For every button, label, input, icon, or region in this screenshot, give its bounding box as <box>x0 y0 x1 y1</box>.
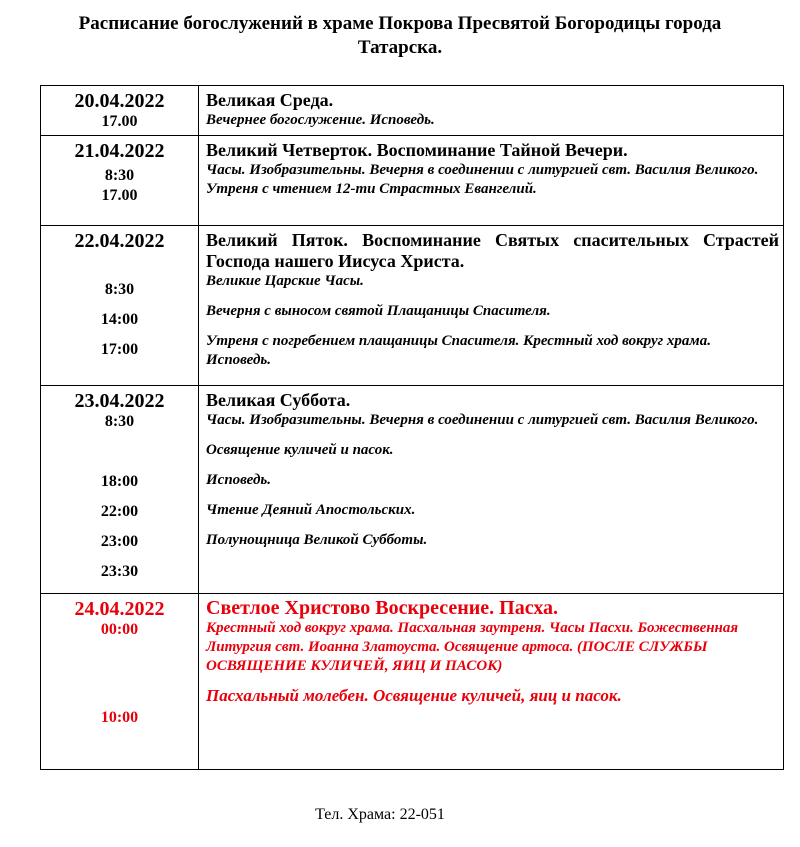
time: 23:00 <box>100 533 139 550</box>
table-row-easter <box>41 594 784 770</box>
description-cell <box>199 86 784 136</box>
time: 00:00 <box>100 621 139 638</box>
date: 23.04.2022 <box>74 390 165 412</box>
time: 8:30 <box>104 281 135 298</box>
phone-footer: Тел. Храма: 22-051 <box>315 806 445 823</box>
schedule-table <box>40 85 784 770</box>
service: Часы. Изобразительны. Вечерня в соединении с литургией свт. Василия Великого. <box>206 412 759 428</box>
service: Утреня с погребением плащаницы Спасителя. Крестный ход вокруг храма. Исповедь. <box>206 333 711 368</box>
time: 8:30 <box>104 413 135 430</box>
description-cell <box>199 386 784 594</box>
time: 17.00 <box>101 113 138 130</box>
time: 22:00 <box>100 503 139 520</box>
date: 21.04.2022 <box>74 140 165 162</box>
day-heading: Великая Среда. <box>206 90 334 110</box>
time: 10:00 <box>100 709 139 726</box>
day-heading: Светлое Христово Воскресение. Пасха. <box>206 597 559 619</box>
time: 23:30 <box>100 563 139 580</box>
date: 22.04.2022 <box>74 230 165 252</box>
date-cell <box>41 226 199 386</box>
date-cell <box>41 386 199 594</box>
day-heading: Великая Суббота. <box>206 390 351 410</box>
day-heading: Великий Четверток. Воспоминание Тайной Вечери. <box>206 140 628 160</box>
time: 18:00 <box>100 473 139 490</box>
time: 14:00 <box>100 311 139 328</box>
day-heading: Великий Пяток. Воспоминание Святых спасительных Страстей Господа нашего Иисуса Христа. <box>206 230 779 271</box>
title-line-1: Расписание богослужений в храме Покрова Пресвятой Богородицы города <box>78 13 722 34</box>
page-title <box>0 12 800 60</box>
date-cell <box>41 86 199 136</box>
service: Часы. Изобразительны. Вечерня в соединении с литургией свт. Василия Великого. <box>206 162 759 178</box>
service: Вечерня с выносом святой Плащаницы Спасителя. <box>206 303 551 319</box>
service: Чтение Деяний Апостольских. <box>206 502 416 518</box>
service: Освящение куличей и пасок. <box>206 442 394 458</box>
date-cell <box>41 594 199 770</box>
time: 17.00 <box>101 187 138 204</box>
table-row <box>41 226 784 386</box>
date: 20.04.2022 <box>74 90 165 112</box>
service: Великие Царские Часы. <box>206 273 364 289</box>
service: Утреня с чтением 12-ти Страстных Евангелий. <box>206 181 537 197</box>
service: Вечернее богослужение. Исповедь. <box>206 112 435 128</box>
time: 8:30 <box>104 167 135 184</box>
table-row <box>41 136 784 226</box>
description-cell <box>199 136 784 226</box>
service: Крестный ход вокруг храма. Пасхальная заутреня. Часы Пасхи. Божественная Литургия свт. Иоанна Златоуста. Освящение артоса. (ПОСЛЕ СЛУЖБЫ ОСВЯЩЕНИЕ КУЛИЧЕЙ, ЯИЦ И ПАСОК) <box>206 620 739 674</box>
table-row <box>41 86 784 136</box>
table-row <box>41 386 784 594</box>
description-cell <box>199 226 784 386</box>
date: 24.04.2022 <box>74 598 165 620</box>
title-line-2: Татарска. <box>357 37 443 58</box>
date-cell <box>41 136 199 226</box>
time: 17:00 <box>100 341 139 358</box>
description-cell <box>199 594 784 770</box>
service: Полунощница Великой Субботы. <box>206 532 428 548</box>
service: Пасхальный молебен. Освящение куличей, яиц и пасок. <box>206 686 622 705</box>
service: Исповедь. <box>206 472 272 488</box>
